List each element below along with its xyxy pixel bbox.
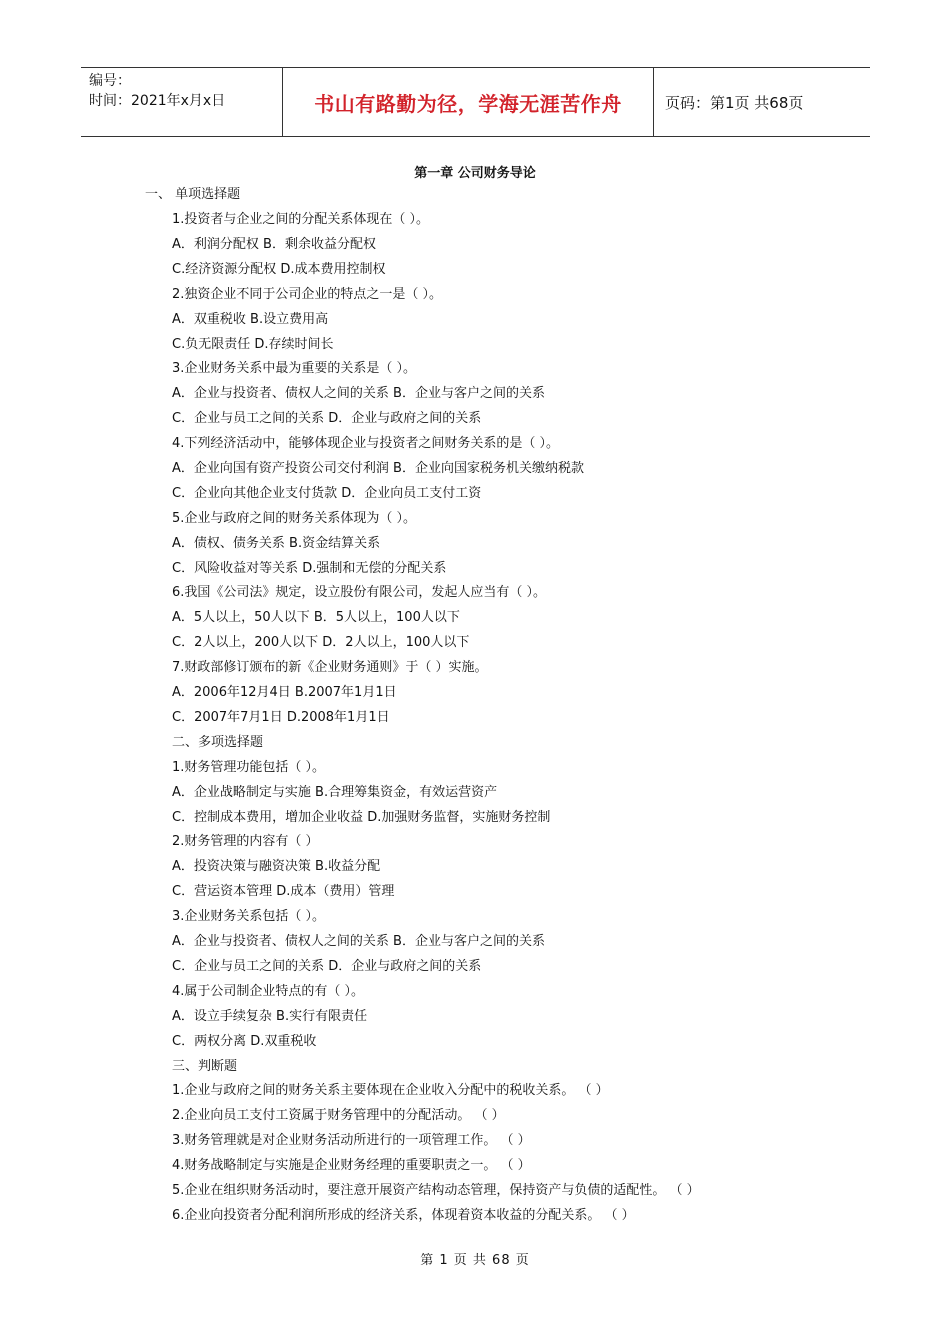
question-line: 4.属于公司制企业特点的有（ ）。 [172,984,365,999]
option-line: A．投资决策与融资决策 B.收益分配 [172,859,381,874]
option-line: A．利润分配权 B．剩余收益分配权 [172,237,376,252]
page-header [81,67,870,137]
question-line: 2.独资企业不同于公司企业的特点之一是（ ）。 [172,287,443,302]
section-heading-single-choice: 一、 单项选择题 [145,187,241,202]
option-line: A．企业战略制定与实施 B.合理筹集资金，有效运营资产 [172,785,498,800]
header-motto-cell [282,68,654,136]
option-line: A．企业向国有资产投资公司交付利润 B．企业向国家税务机关缴纳税款 [172,461,584,476]
question-line: 3.企业财务关系包括（ ）。 [172,909,326,924]
option-line: C．企业与员工之间的关系 D．企业与政府之间的关系 [172,959,482,974]
option-line: C.负无限责任 D.存续时间长 [172,337,334,352]
question-line: 6.我国《公司法》规定，设立股份有限公司，发起人应当有（ ）。 [172,585,547,600]
date-line: 时间：2021年x月x日 [89,93,226,109]
judgment-line: 4.财务战略制定与实施是企业财务经理的重要职责之一。 （ ） [172,1158,531,1173]
header-meta [81,68,282,136]
question-line: 1.财务管理功能包括（ ）。 [172,760,326,775]
judgment-line: 5.企业在组织财务活动时，要注意开展资产结构动态管理，保持资产与负债的适配性。 （ ） [172,1183,700,1198]
serial-number-label: 编号： [89,73,131,89]
option-line: C．企业与员工之间的关系 D．企业与政府之间的关系 [172,411,482,426]
option-line: A．设立手续复杂 B.实行有限责任 [172,1009,368,1024]
section-heading-true-false: 三、判断题 [172,1059,238,1074]
option-line: A．债权、债务关系 B.资金结算关系 [172,536,381,551]
header-page-info: 页码：第1页 共68页 [665,93,804,112]
chapter-title: 第一章 公司财务导论 [414,166,536,181]
option-line: A．企业与投资者、债权人之间的关系 B．企业与客户之间的关系 [172,934,545,949]
question-line: 3.企业财务关系中最为重要的关系是（ ）。 [172,361,417,376]
header-motto: 书山有路勤为径，学海无涯苦作舟 [314,91,622,116]
option-line: A．5人以上，50人以下 B．5人以上，100人以下 [172,610,460,625]
judgment-line: 3.财务管理就是对企业财务活动所进行的一项管理工作。 （ ） [172,1133,531,1148]
question-line: 4.下列经济活动中，能够体现企业与投资者之间财务关系的是（ ）。 [172,436,560,451]
option-line: C．企业向其他企业支付货款 D．企业向员工支付工资 [172,486,482,501]
option-line: A．双重税收 B.设立费用高 [172,312,329,327]
option-line: C．2007年7月1日 D.2008年1月1日 [172,710,390,725]
judgment-line: 1.企业与政府之间的财务关系主要体现在企业收入分配中的税收关系。 （ ） [172,1083,609,1098]
option-line: C．营运资本管理 D.成本（费用）管理 [172,884,395,899]
option-line: A．企业与投资者、债权人之间的关系 B．企业与客户之间的关系 [172,386,545,401]
question-line: 2.财务管理的内容有（ ） [172,834,319,849]
option-line: A．2006年12月4日 B.2007年1月1日 [172,685,397,700]
section-heading-multiple-choice: 二、多项选择题 [172,735,264,750]
option-line: C．两权分离 D.双重税收 [172,1034,317,1049]
judgment-line: 6.企业向投资者分配利润所形成的经济关系，体现着资本收益的分配关系。 （ ） [172,1208,635,1223]
option-line: C．风险收益对等关系 D.强制和无偿的分配关系 [172,561,447,576]
question-line: 7.财政部修订颁布的新《企业财务通则》于（ ）实施。 [172,660,488,675]
judgment-line: 2.企业向员工支付工资属于财务管理中的分配活动。 （ ） [172,1108,505,1123]
header-page-info-cell [654,68,870,136]
question-line: 1.投资者与企业之间的分配关系体现在（ ）。 [172,212,430,227]
option-line: C．控制成本费用，增加企业收益 D.加强财务监督，实施财务控制 [172,810,551,825]
option-line: C．2人以上，200人以下 D．2人以上，100人以下 [172,635,470,650]
page-footer: 第 1 页 共 68 页 [420,1253,530,1268]
option-line: C.经济资源分配权 D.成本费用控制权 [172,262,386,277]
question-line: 5.企业与政府之间的财务关系体现为（ ）。 [172,511,417,526]
